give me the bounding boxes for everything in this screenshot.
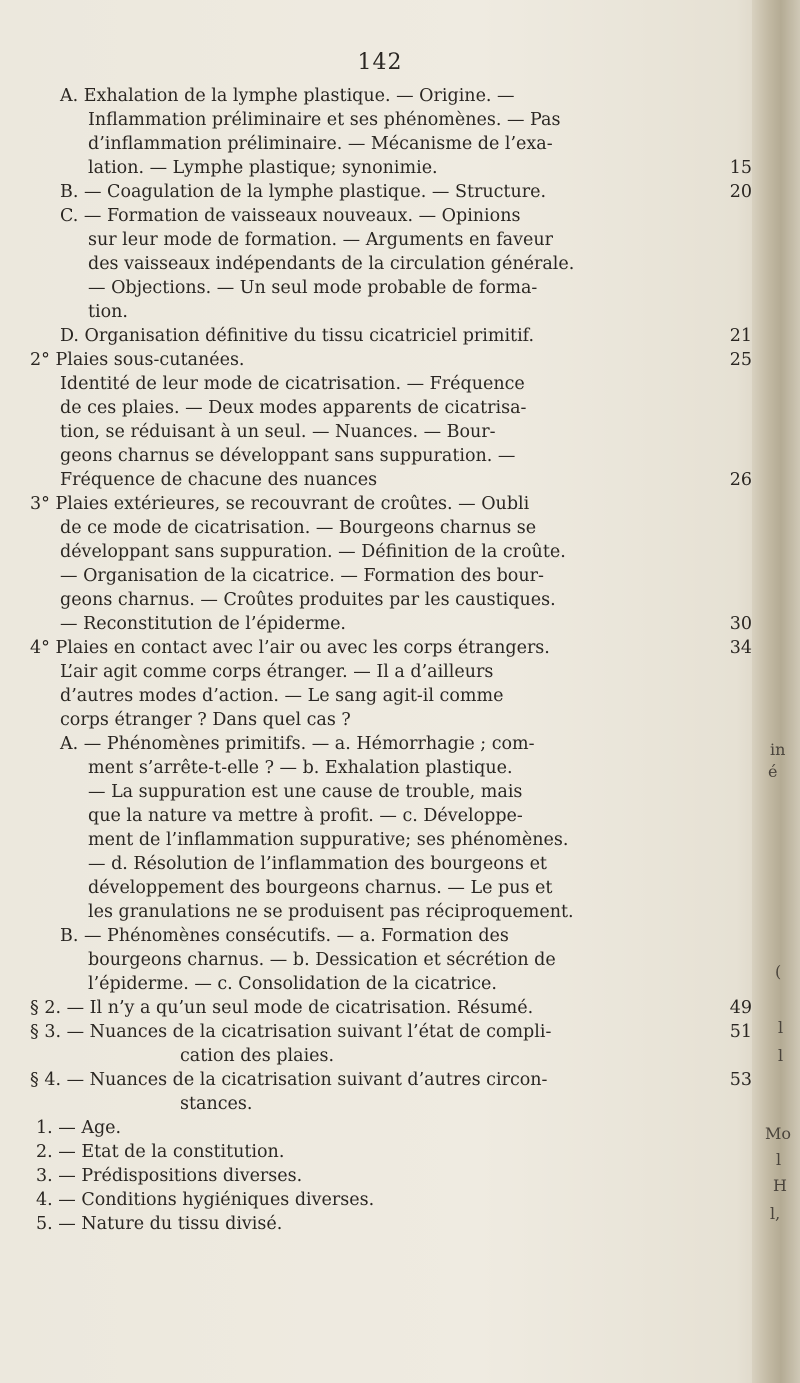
toc-line: L’air agit comme corps étranger. — Il a d’ailleurs (60, 662, 494, 682)
edge-fragment: l, (770, 1204, 781, 1223)
toc-line: 5. — Nature du tissu divisé. (36, 1214, 283, 1234)
page-reference: 15 (729, 158, 752, 178)
toc-line: Fréquence de chacune des nuances (60, 470, 378, 490)
page-reference: 30 (729, 614, 752, 634)
toc-line: corps étranger ? Dans quel cas ? (60, 710, 351, 730)
toc-line: ment s’arrête-t-elle ? — b. Exhalation plastique. (88, 758, 513, 778)
toc-line: A. Exhalation de la lymphe plastique. — Origine. — (60, 86, 515, 106)
toc-line: les granulations ne se produisent pas réciproquement. (88, 902, 574, 922)
edge-fragment: Mo (765, 1124, 792, 1143)
page-reference: 21 (729, 326, 752, 346)
toc-line: 4. — Conditions hygiéniques diverses. (36, 1190, 375, 1210)
toc-line: 1. — Age. (36, 1118, 122, 1138)
toc-line: D. Organisation définitive du tissu cicatriciel primitif. (60, 326, 535, 346)
toc-line: 3. — Prédispositions diverses. (36, 1166, 303, 1186)
toc-line: développant sans suppuration. — Définition de la croûte. (60, 542, 566, 562)
page-reference: 51 (729, 1022, 752, 1042)
toc-line: ment de l’inflammation suppurative; ses phénomènes. (88, 830, 569, 850)
toc-line: 4° Plaies en contact avec l’air ou avec les corps étrangers. (30, 638, 550, 658)
toc-line: développement des bourgeons charnus. — Le pus et (88, 878, 553, 898)
edge-fragment: l (778, 1018, 784, 1037)
toc-line: geons charnus. — Croûtes produites par les caustiques. (60, 590, 556, 610)
toc-line: A. — Phénomènes primitifs. — a. Hémorrhagie ; com- (60, 734, 535, 754)
toc-line: geons charnus se développant sans suppuration. — (60, 446, 516, 466)
page-reference: 25 (729, 350, 752, 370)
edge-fragment: ( (775, 962, 782, 981)
toc-line: de ces plaies. — Deux modes apparents de cicatrisa- (60, 398, 527, 418)
toc-line: C. — Formation de vaisseaux nouveaux. — Opinions (60, 206, 521, 226)
edge-fragment: in (770, 740, 786, 759)
toc-line: — Organisation de la cicatrice. — Formation des bour- (60, 566, 544, 586)
toc-line: — La suppuration est une cause de trouble, mais (88, 782, 523, 802)
toc-line: Inflammation préliminaire et ses phénomènes. — Pas (88, 110, 561, 130)
edge-fragment: é (768, 762, 778, 781)
toc-line: — d. Résolution de l’inflammation des bourgeons et (88, 854, 547, 874)
edge-fragment: l (778, 1046, 784, 1065)
toc-line: d’inflammation préliminaire. — Mécanisme de l’exa- (88, 134, 553, 154)
toc-line: B. — Phénomènes consécutifs. — a. Formation des (60, 926, 509, 946)
toc-line: 2° Plaies sous-cutanées. (30, 350, 245, 370)
toc-line: — Reconstitution de l’épiderme. (60, 614, 346, 634)
toc-line: 3° Plaies extérieures, se recouvrant de croûtes. — Oubli (30, 494, 530, 514)
toc-line: de ce mode de cicatrisation. — Bourgeons charnus se (60, 518, 537, 538)
toc-line: B. — Coagulation de la lymphe plastique. — Structure. (60, 182, 547, 202)
toc-line: § 2. — Il n’y a qu’un seul mode de cicatrisation. Résumé. (30, 998, 534, 1018)
edge-fragment: H (773, 1176, 787, 1195)
page-reference: 53 (729, 1070, 752, 1090)
toc-line: stances. (180, 1094, 253, 1114)
toc-line: — Objections. — Un seul mode probable de forma- (88, 278, 538, 298)
toc-line: § 4. — Nuances de la cicatrisation suivant d’autres circon- (30, 1070, 548, 1090)
toc-line: que la nature va mettre à profit. — c. Développe- (88, 806, 523, 826)
toc-line: tion. (88, 302, 128, 322)
toc-line: des vaisseaux indépendants de la circulation générale. (88, 254, 575, 274)
toc-line: § 3. — Nuances de la cicatrisation suivant l’état de compli- (30, 1022, 552, 1042)
toc-line: lation. — Lymphe plastique; synonimie. (88, 158, 438, 178)
toc-line: 2. — Etat de la constitution. (36, 1142, 285, 1162)
page-number: 142 (357, 50, 403, 75)
page-reference: 49 (729, 998, 752, 1018)
toc-line: sur leur mode de formation. — Arguments en faveur (88, 230, 553, 250)
toc-line: Identité de leur mode de cicatrisation. — Fréquence (60, 374, 525, 394)
toc-line: cation des plaies. (180, 1046, 335, 1066)
toc-line: d’autres modes d’action. — Le sang agit-il comme (60, 686, 504, 706)
toc-line: tion, se réduisant à un seul. — Nuances. — Bour- (60, 422, 496, 442)
toc-line: l’épiderme. — c. Consolidation de la cicatrice. (88, 974, 497, 994)
edge-fragment: l (776, 1150, 782, 1169)
page-reference: 26 (729, 470, 752, 490)
toc-line: bourgeons charnus. — b. Dessication et sécrétion de (88, 950, 556, 970)
page-reference: 34 (729, 638, 752, 658)
page-reference: 20 (729, 182, 752, 202)
